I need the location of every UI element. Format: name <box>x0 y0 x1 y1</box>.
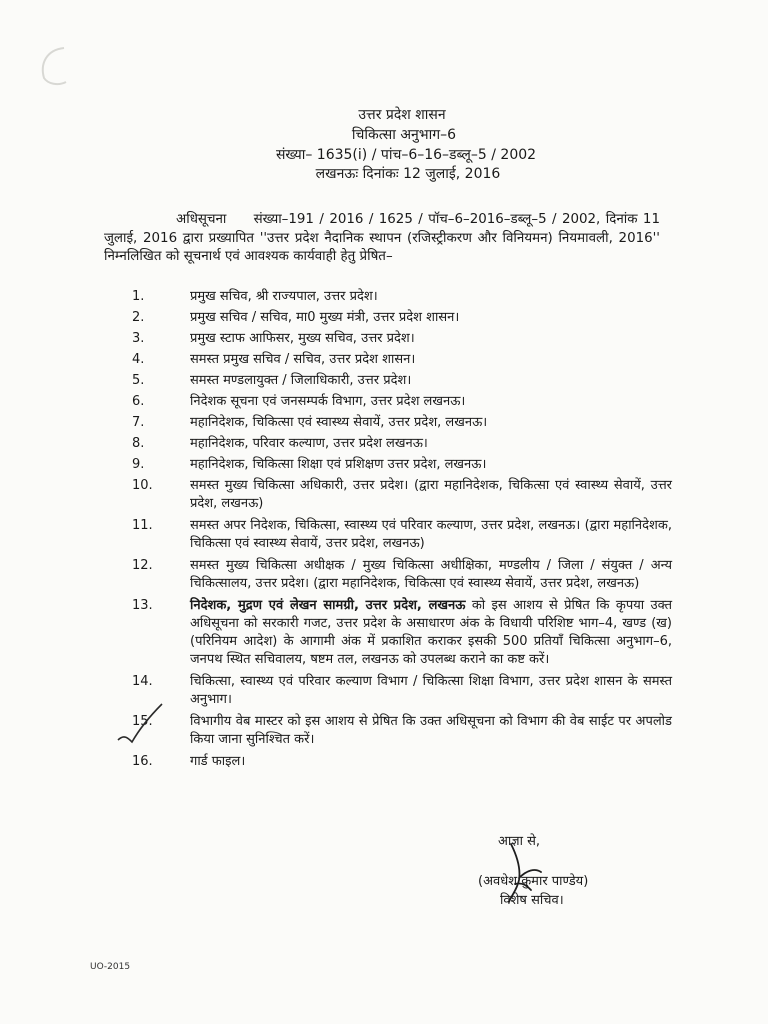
item-text: समस्त मुख्य चिकित्सा अधिकारी, उत्तर प्रदेश। (द्वारा महानिदेशक, चिकित्सा एवं स्वास्थ्य सेवायें, उत्तर प्रदेश, लखनऊ) <box>190 478 672 511</box>
list-item <box>132 477 672 513</box>
place-and-date: लखनऊः दिनांकः 12 जुलाई, 2016 <box>315 166 501 182</box>
item-text: प्रमुख सचिव, श्री राज्यपाल, उत्तर प्रदेश। <box>190 289 378 304</box>
item-text: विभागीय वेब मास्टर को इस आशय से प्रेषित कि उक्त अधिसूचना को विभाग की वेब साईट पर अपलोड किया जाना सुनिश्चित करें। <box>190 714 672 747</box>
list-item <box>132 673 672 709</box>
item-number: 9. <box>132 457 145 472</box>
item-number: 1. <box>132 289 145 304</box>
punch-hole-mark <box>34 44 76 88</box>
item-number: 13. <box>132 598 153 613</box>
item-number: 10. <box>132 478 153 493</box>
item-number: 6. <box>132 394 145 409</box>
signatory-designation: विशेष सचिव। <box>500 893 564 908</box>
signatory-name: (अवधेश कुमार पाण्डेय) <box>478 874 589 889</box>
list-item <box>132 330 672 348</box>
item-number: 3. <box>132 331 145 346</box>
item-number: 11. <box>132 518 153 533</box>
item-text <box>190 597 672 669</box>
list-item <box>132 414 672 432</box>
item-text: प्रमुख सचिव / सचिव, मा0 मुख्य मंत्री, उत्तर प्रदेश शासन। <box>190 310 460 325</box>
list-item <box>132 351 672 369</box>
item-text: निदेशक सूचना एवं जनसम्पर्क विभाग, उत्तर प्रदेश लखनऊ। <box>190 394 466 409</box>
item-number: 12. <box>132 558 153 573</box>
list-item <box>132 753 672 771</box>
printing-instruction: को इस आशय से प्रेषित कि कृपया उक्त अधिसूचना को सरकारी गजट, उत्तर प्रदेश के असाधारण अंक के विधायी परिशिष्ट भाग–4, खण्ड (ख) (परिनियम आदेश) के आगामी अंक में प्रकाशित कराकर इसकी 500 प्रतियाँ चिकित्सा अनुभाग–6, जनपथ स्थित सचिवालय, षष्टम तल, लखनऊ को उपलब्ध कराने का कष्ट करें। <box>190 598 672 667</box>
list-item <box>132 517 672 553</box>
list-item <box>132 309 672 327</box>
item-text: महानिदेशक, परिवार कल्याण, उत्तर प्रदेश लखनऊ। <box>190 436 428 451</box>
item-number: 15. <box>132 714 153 729</box>
list-item <box>132 456 672 474</box>
notification-intro <box>104 211 660 267</box>
government-name: उत्तर प्रदेश शासन <box>358 107 446 123</box>
item-text: समस्त मुख्य चिकित्सा अधीक्षक / मुख्य चिकित्सा अधीक्षिका, मण्डलीय / जिला / संयुक्त / अन्य चिकित्सालय, उत्तर प्रदेश। (द्वारा महानिदेशक, चिकित्सा एवं स्वास्थ्य सेवायें, उत्तर प्रदेश, लखनऊ) <box>190 558 672 591</box>
notification-text: संख्या–191 / 2016 / 1625 / पॉच–6–2016–डब्लू–5 / 2002, दिनांक 11 जुलाई, 2016 द्वारा प्रख्यापित ''उत्तर प्रदेश नैदानिक स्थापन (रजिस्ट्रीकरण और विनियमन) नियमावली, 2016'' निम्नलिखित को सूचनार्थ एवं आवश्यक कार्यवाही हेतु प्रेषित– <box>104 212 660 265</box>
footer-code: UO-2015 <box>90 962 131 972</box>
printing-director: निदेशक, मुद्रण एवं लेखन सामग्री, उत्तर प्रदेश, लखनऊ <box>190 598 466 613</box>
list-item <box>132 435 672 453</box>
item-text: प्रमुख स्टाफ आफिसर, मुख्य सचिव, उत्तर प्रदेश। <box>190 331 415 346</box>
item-number: 7. <box>132 415 145 430</box>
item-text: महानिदेशक, चिकित्सा एवं स्वास्थ्य सेवायें, उत्तर प्रदेश, लखनऊ। <box>190 415 488 430</box>
by-order-text: आज्ञा से, <box>498 834 541 849</box>
item-number: 14. <box>132 674 153 689</box>
list-item <box>132 288 672 306</box>
item-number: 5. <box>132 373 145 388</box>
tick-mark-icon <box>110 700 170 748</box>
list-item <box>132 393 672 411</box>
list-item <box>132 372 672 390</box>
list-item <box>132 597 672 669</box>
reference-number: संख्या– 1635(i) / पांच–6–16–डब्लू–5 / 2002 <box>275 147 537 163</box>
list-item <box>132 713 672 749</box>
item-text: चिकित्सा, स्वास्थ्य एवं परिवार कल्याण विभाग / चिकित्सा शिक्षा विभाग, उत्तर प्रदेश शासन के समस्त अनुभाग। <box>190 674 672 707</box>
item-number: 2. <box>132 310 145 325</box>
list-item <box>132 557 672 593</box>
section-name: चिकित्सा अनुभाग–6 <box>351 127 457 143</box>
item-text: महानिदेशक, चिकित्सा शिक्षा एवं प्रशिक्षण उत्तर प्रदेश, लखनऊ। <box>190 457 487 472</box>
item-number: 8. <box>132 436 145 451</box>
item-text: समस्त अपर निदेशक, चिकित्सा, स्वास्थ्य एवं परिवार कल्याण, उत्तर प्रदेश, लखनऊ। (द्वारा महानिदेशक, चिकित्सा एवं स्वास्थ्य सेवायें, उत्तर प्रदेश, लखनऊ) <box>190 518 672 551</box>
item-text: गार्ड फाइल। <box>190 754 246 769</box>
item-number: 16. <box>132 754 153 769</box>
recipient-list <box>132 288 672 775</box>
item-text: समस्त मण्डलायुक्त / जिलाधिकारी, उत्तर प्रदेश। <box>190 373 412 388</box>
notification-lead: अधिसूचना <box>176 212 227 227</box>
item-number: 4. <box>132 352 145 367</box>
item-text: समस्त प्रमुख सचिव / सचिव, उत्तर प्रदेश शासन। <box>190 352 416 367</box>
